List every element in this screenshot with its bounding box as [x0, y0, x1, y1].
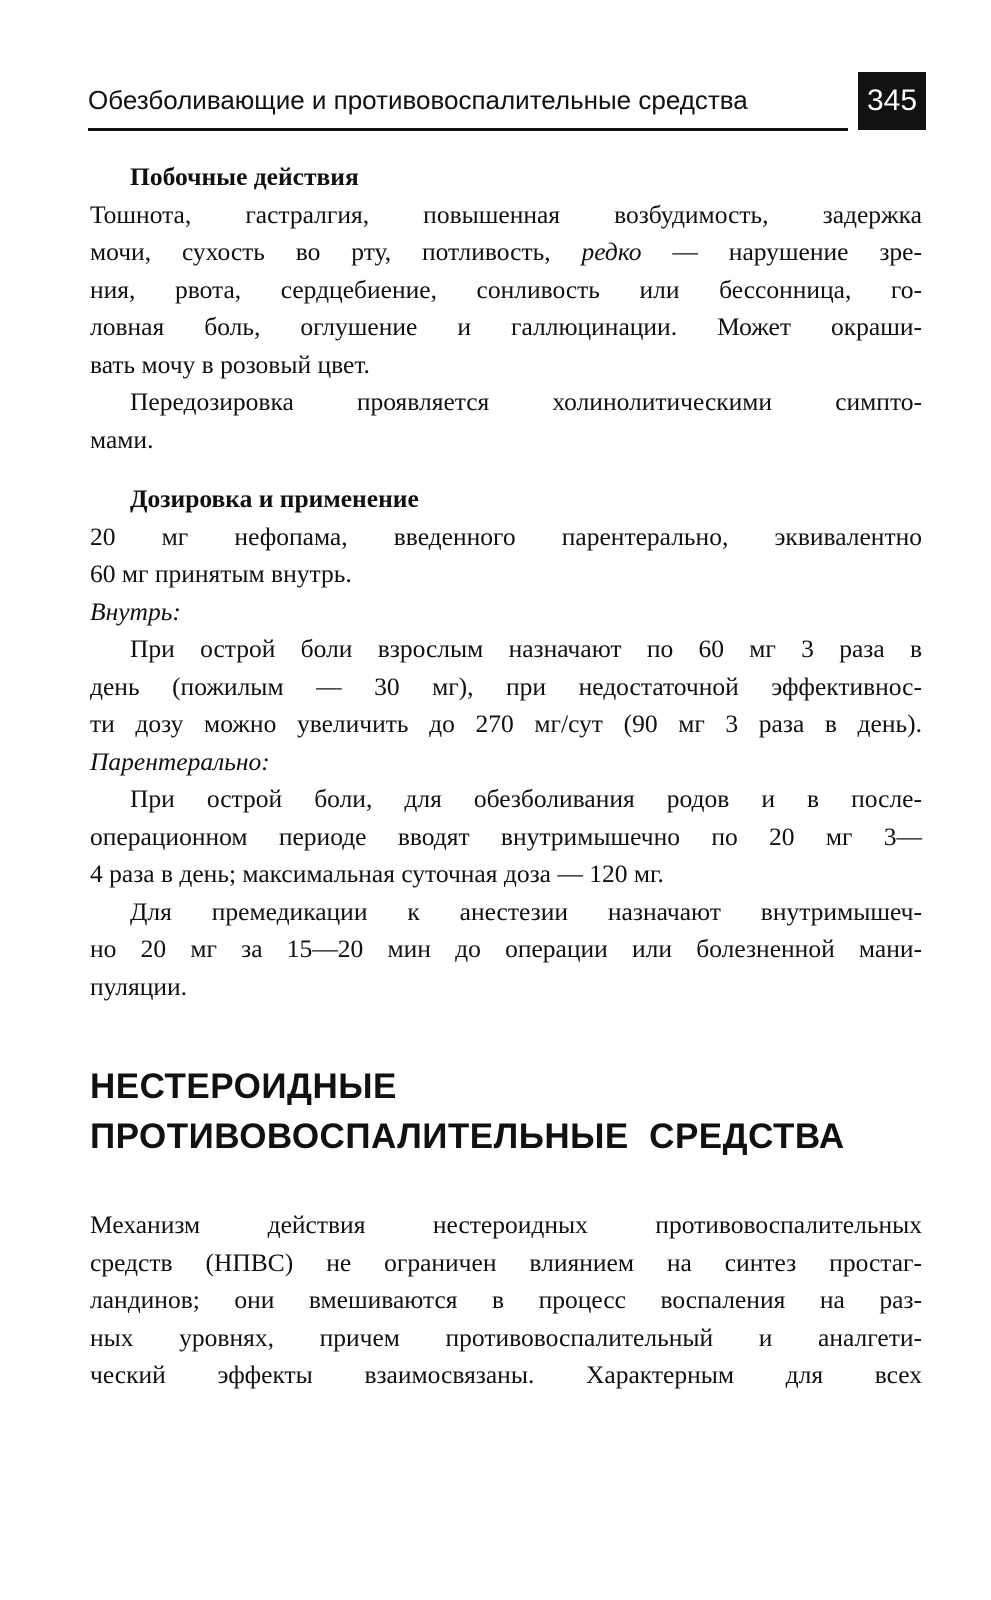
text-line: Тошнота, гастралгия, повышенная возбудимость, задержка [90, 199, 922, 229]
text-line: Механизм действия нестероидных противовоспалительных [90, 1210, 922, 1239]
chapter-intro [90, 1206, 922, 1394]
text-line: Для премедикации к анестезии назначают внутримышеч- [130, 896, 922, 926]
text-line: день (пожилым — 30 мг), при недостаточной эффективнос- [90, 671, 922, 701]
dosage-heading: Дозировка и применение [130, 484, 419, 513]
text-line: При острой боли, для обезболивания родов и в после- [130, 784, 922, 813]
text-line: Передозировка проявляется холинолитическими симпто- [130, 387, 922, 416]
text-line: ти дозу можно увеличить до 270 мг/сут (90 мг 3 раза в день). [90, 709, 922, 738]
text-line: операционном периоде вводят внутримышечно по 20 мг 3— [90, 821, 922, 851]
italic-rarely: редко [581, 237, 642, 266]
running-header [88, 72, 848, 131]
chapter-title-line: НЕСТЕРОИДНЫЕ [90, 1067, 397, 1106]
chapter-title [90, 1062, 922, 1162]
parenteral-label: Парентерально: [90, 746, 270, 776]
text-line: но 20 мг за 15—20 мин до операции или болезненной мани- [90, 934, 922, 963]
text-line: 20 мг нефопама, введенного парентерально, эквивалентно [90, 521, 922, 551]
dosage-section [90, 480, 922, 1005]
running-title: Обезболивающие и противовоспалительные средства [88, 85, 748, 115]
text-line: ландинов; они вмешиваются в процесс воспаления на раз- [90, 1285, 922, 1314]
text-line: средств (НПВС) не ограничен влиянием на синтез простаг- [90, 1247, 922, 1277]
text-line: мами. [90, 424, 154, 454]
text-line: 60 мг принятым внутрь. [90, 559, 352, 588]
text-line: ных уровнях, причем противовоспалительный и аналгети- [90, 1322, 922, 1352]
text-line: При острой боли взрослым назначают по 60 мг 3 раза в [130, 634, 922, 663]
chapter-title-line: ПРОТИВОВОСПАЛИТЕЛЬНЫЕ СРЕДСТВА [90, 1117, 845, 1156]
side-effects-section [90, 158, 922, 458]
page-number: 345 [858, 72, 926, 130]
oral-label: Внутрь: [90, 596, 181, 626]
text-line: вать мочу в розовый цвет. [90, 349, 370, 379]
text-line: ческий эффекты взаимосвязаны. Характерным для всех [90, 1360, 922, 1389]
side-effects-heading: Побочные действия [130, 162, 359, 191]
text-line: мочи, сухость во рту, потливость, редко — нарушение зре- [90, 237, 922, 266]
text-line: ния, рвота, сердцебиение, сонливость или бессонница, го- [90, 274, 922, 304]
text-line: ловная боль, оглушение и галлюцинации. Может окраши- [90, 312, 922, 341]
text-line: 4 раза в день; максимальная суточная доза — 120 мг. [90, 859, 664, 888]
text-line: пуляции. [90, 971, 188, 1001]
